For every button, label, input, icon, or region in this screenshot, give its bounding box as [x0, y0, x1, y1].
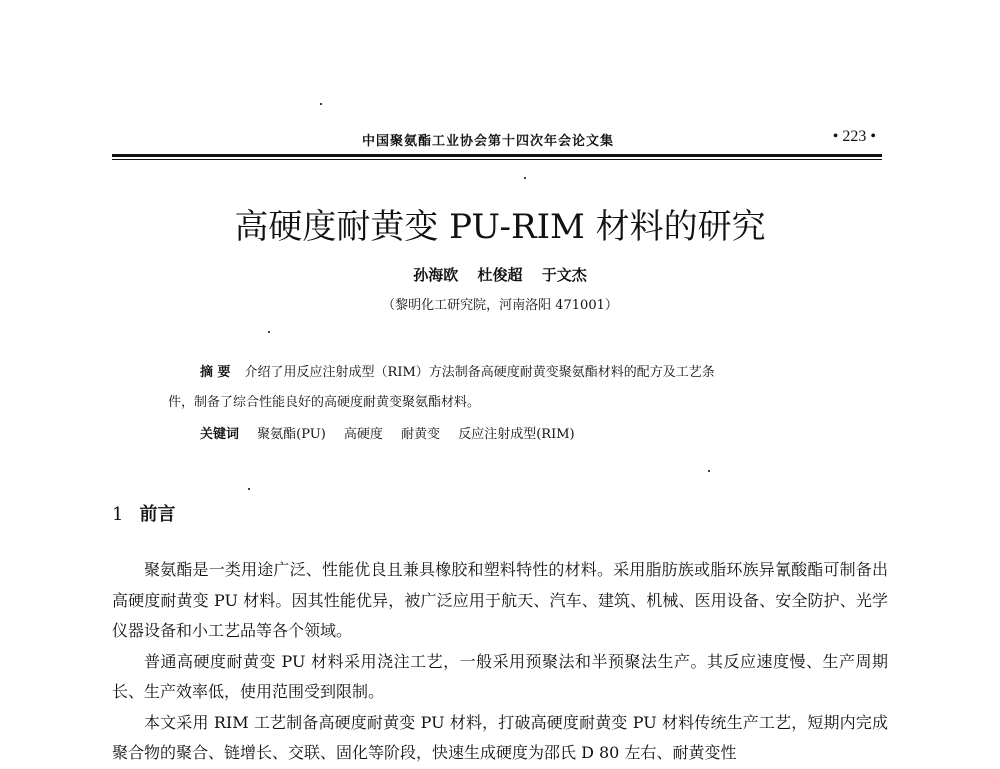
running-header — [112, 128, 882, 150]
body-text — [112, 555, 888, 769]
keyword: 聚氨酯(PU) — [257, 427, 326, 442]
abstract-line-1 — [168, 358, 848, 388]
paragraph: 本文采用 RIM 工艺制备高硬度耐黄变 PU 材料，打破高硬度耐黄变 PU 材料传统生产工艺，短期内完成聚合物的聚合、链增长、交联、固化等阶段，快速生成硬度为邵氏 D 80 左右、耐黄变性 — [112, 712, 888, 762]
paragraph: 普通高硬度耐黄变 PU 材料采用浇注工艺，一般采用预聚法和半预聚法生产。其反应速度慢、生产周期长、生产效率低，使用范围受到限制。 — [112, 651, 888, 701]
keywords — [200, 423, 589, 442]
section-heading — [112, 500, 175, 526]
paragraph: 聚氨酯是一类用途广泛、性能优良且兼具橡胶和塑料特性的材料。采用脂肪族或脂环族异氰酸酯可制备出高硬度耐黄变 PU 材料。因其性能优异，被广泛应用于航天、汽车、建筑、机械、医用设备、安全防护、光学仪器设备和小工艺品等各个领域。 — [112, 560, 888, 640]
scan-speck — [708, 470, 710, 472]
header-rule-thin — [112, 159, 882, 160]
scan-speck — [320, 103, 322, 105]
keywords-label: 关键词 — [200, 427, 240, 442]
abstract-line-2: 件，制备了综合性能良好的高硬度耐黄变聚氨酯材料。 — [168, 395, 481, 410]
section-number: 1 — [112, 504, 124, 525]
keyword: 反应注射成型(RIM) — [458, 427, 575, 442]
scan-speck — [248, 488, 250, 490]
scan-speck — [268, 331, 270, 333]
abstract-text-1: 介绍了用反应注射成型（RIM）方法制备高硬度耐黄变聚氨酯材料的配方及工艺条 — [244, 365, 715, 380]
journal-name: 中国聚氨酯工业协会第十四次年会论文集 — [362, 134, 615, 149]
abstract-label: 摘 要 — [200, 365, 231, 380]
keyword: 耐黄变 — [401, 427, 441, 442]
abstract — [168, 358, 848, 418]
keyword: 高硬度 — [343, 427, 383, 442]
scan-speck — [524, 177, 526, 179]
header-rule-thick — [112, 154, 882, 157]
authors: 孙海欧 杜俊超 于文杰 — [413, 266, 587, 284]
page-number: • 223 • — [832, 128, 876, 145]
section-title: 前言 — [139, 504, 176, 525]
paper-title: 高硬度耐黄变 PU-RIM 材料的研究 — [234, 207, 766, 247]
affiliation: （黎明化工研究院，河南洛阳 471001） — [382, 298, 618, 313]
